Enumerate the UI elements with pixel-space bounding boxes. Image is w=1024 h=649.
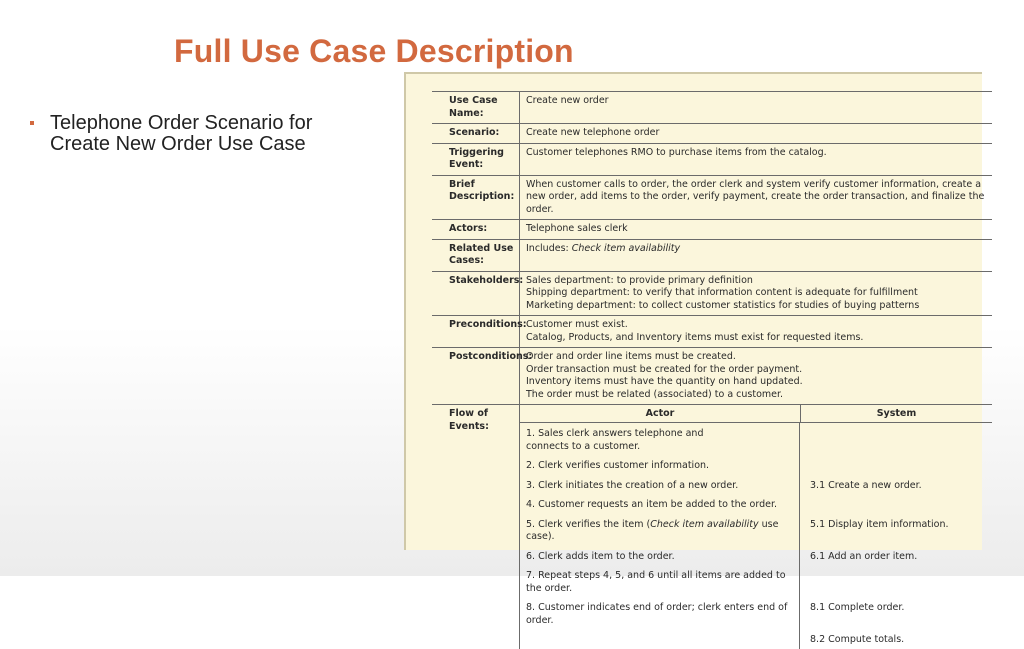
table-row-actors xyxy=(432,219,992,239)
value-line: Customer must exist. xyxy=(526,319,628,330)
flow-step xyxy=(520,629,992,649)
system-step xyxy=(800,423,992,455)
row-label: Stakeholders: xyxy=(432,272,520,316)
actor-step: 4. Customer requests an item be added to the order. xyxy=(520,494,800,514)
row-value xyxy=(520,272,992,316)
table-row-preconditions xyxy=(432,315,992,347)
system-step xyxy=(800,565,992,597)
system-step: 8.1 Complete order. xyxy=(810,602,905,613)
step-prefix: 5. Clerk verifies the item ( xyxy=(526,518,651,530)
step-italic: Check item availability xyxy=(650,518,759,530)
row-value: Create new telephone order xyxy=(526,127,660,138)
row-value: Create new order xyxy=(526,95,609,106)
actor-step: 2. Clerk verifies customer information. xyxy=(520,455,800,475)
actor-step: 8. Customer indicates end of order; clerk enters end of order. xyxy=(520,597,800,629)
slide-title: Full Use Case Description xyxy=(174,33,574,69)
value-line: The order must be related (associated) to a customer. xyxy=(526,388,784,400)
bullet-marker xyxy=(30,121,34,125)
row-label: Brief Description: xyxy=(432,176,520,220)
row-value xyxy=(520,348,992,404)
system-step: 3.1 Create a new order. xyxy=(810,479,922,491)
value-line: Catalog, Products, and Inventory items must exist for requested items. xyxy=(526,331,864,343)
table-row-scenario xyxy=(432,123,992,143)
value-line: Order and order line items must be created. xyxy=(526,351,736,362)
flow-step xyxy=(520,546,992,566)
flow-of-events-table xyxy=(520,405,992,649)
row-label: Actors: xyxy=(432,220,520,239)
flow-step xyxy=(520,565,992,597)
actor-step xyxy=(520,514,800,546)
actor-column-header: Actor xyxy=(520,405,801,422)
use-case-document-image xyxy=(404,72,985,645)
row-value: Customer telephones RMO to purchase items from the catalog. xyxy=(526,146,827,158)
actor-step: 6. Clerk adds item to the order. xyxy=(520,546,800,566)
system-step: 8.2 Compute totals. xyxy=(810,634,905,645)
row-value xyxy=(520,240,992,271)
value-line: Order transaction must be created for the order payment. xyxy=(526,363,803,375)
system-step: 5.1 Display item information. xyxy=(810,518,949,530)
actor-step: 3. Clerk initiates the creation of a new order. xyxy=(520,475,800,495)
value-line: Marketing department: to collect customer statistics for studies of buying patterns xyxy=(526,299,920,311)
row-value xyxy=(520,316,992,347)
step-suffix: use case). xyxy=(526,518,779,542)
row-value: Telephone sales clerk xyxy=(526,223,628,234)
row-label: Use Case Name: xyxy=(432,92,520,123)
system-step xyxy=(800,455,992,475)
use-case-table xyxy=(432,91,992,649)
flow-header xyxy=(520,405,992,423)
value-line: Sales department: to provide primary definition xyxy=(526,274,753,286)
table-row-related-use-cases xyxy=(432,239,992,271)
value-line: Shipping department: to verify that information content is adequate for fulfillment xyxy=(526,287,918,298)
row-label: Related Use Cases: xyxy=(432,240,520,271)
row-label: Flow of Events: xyxy=(432,405,520,649)
table-row-brief-description xyxy=(432,175,992,220)
table-row-use-case-name xyxy=(432,91,992,123)
flow-step xyxy=(520,423,992,455)
actor-step: 7. Repeat steps 4, 5, and 6 until all items are added to the order. xyxy=(520,565,800,597)
row-label: Scenario: xyxy=(432,124,520,143)
table-row-triggering-event xyxy=(432,143,992,175)
row-label: Preconditions: xyxy=(432,316,520,347)
row-value: When customer calls to order, the order clerk and system verify customer information, create a new order, add items to the order, verify payment, create the order transaction, and finalize the order. xyxy=(526,178,985,215)
flow-step xyxy=(520,494,992,514)
value-line: Inventory items must have the quantity on hand updated. xyxy=(526,376,803,387)
flow-step xyxy=(520,455,992,475)
table-row-postconditions xyxy=(432,347,992,404)
table-row-flow-of-events xyxy=(432,404,992,649)
bullet-item: Telephone Order Scenario for Create New Order Use Case xyxy=(50,112,313,155)
flow-step xyxy=(520,597,992,629)
flow-step xyxy=(520,475,992,495)
value-italic: Check item availability xyxy=(571,242,681,254)
system-step xyxy=(800,494,992,514)
table-row-stakeholders xyxy=(432,271,992,316)
value-prefix: Includes: xyxy=(526,242,572,254)
row-label: Triggering Event: xyxy=(432,144,520,175)
system-step: 6.1 Add an order item. xyxy=(810,550,918,562)
actor-step: 1. Sales clerk answers telephone and connects to a customer. xyxy=(520,423,800,455)
row-label: Postconditions: xyxy=(432,348,520,404)
system-column-header: System xyxy=(876,408,917,419)
actor-step xyxy=(520,629,800,649)
flow-step xyxy=(520,514,992,546)
